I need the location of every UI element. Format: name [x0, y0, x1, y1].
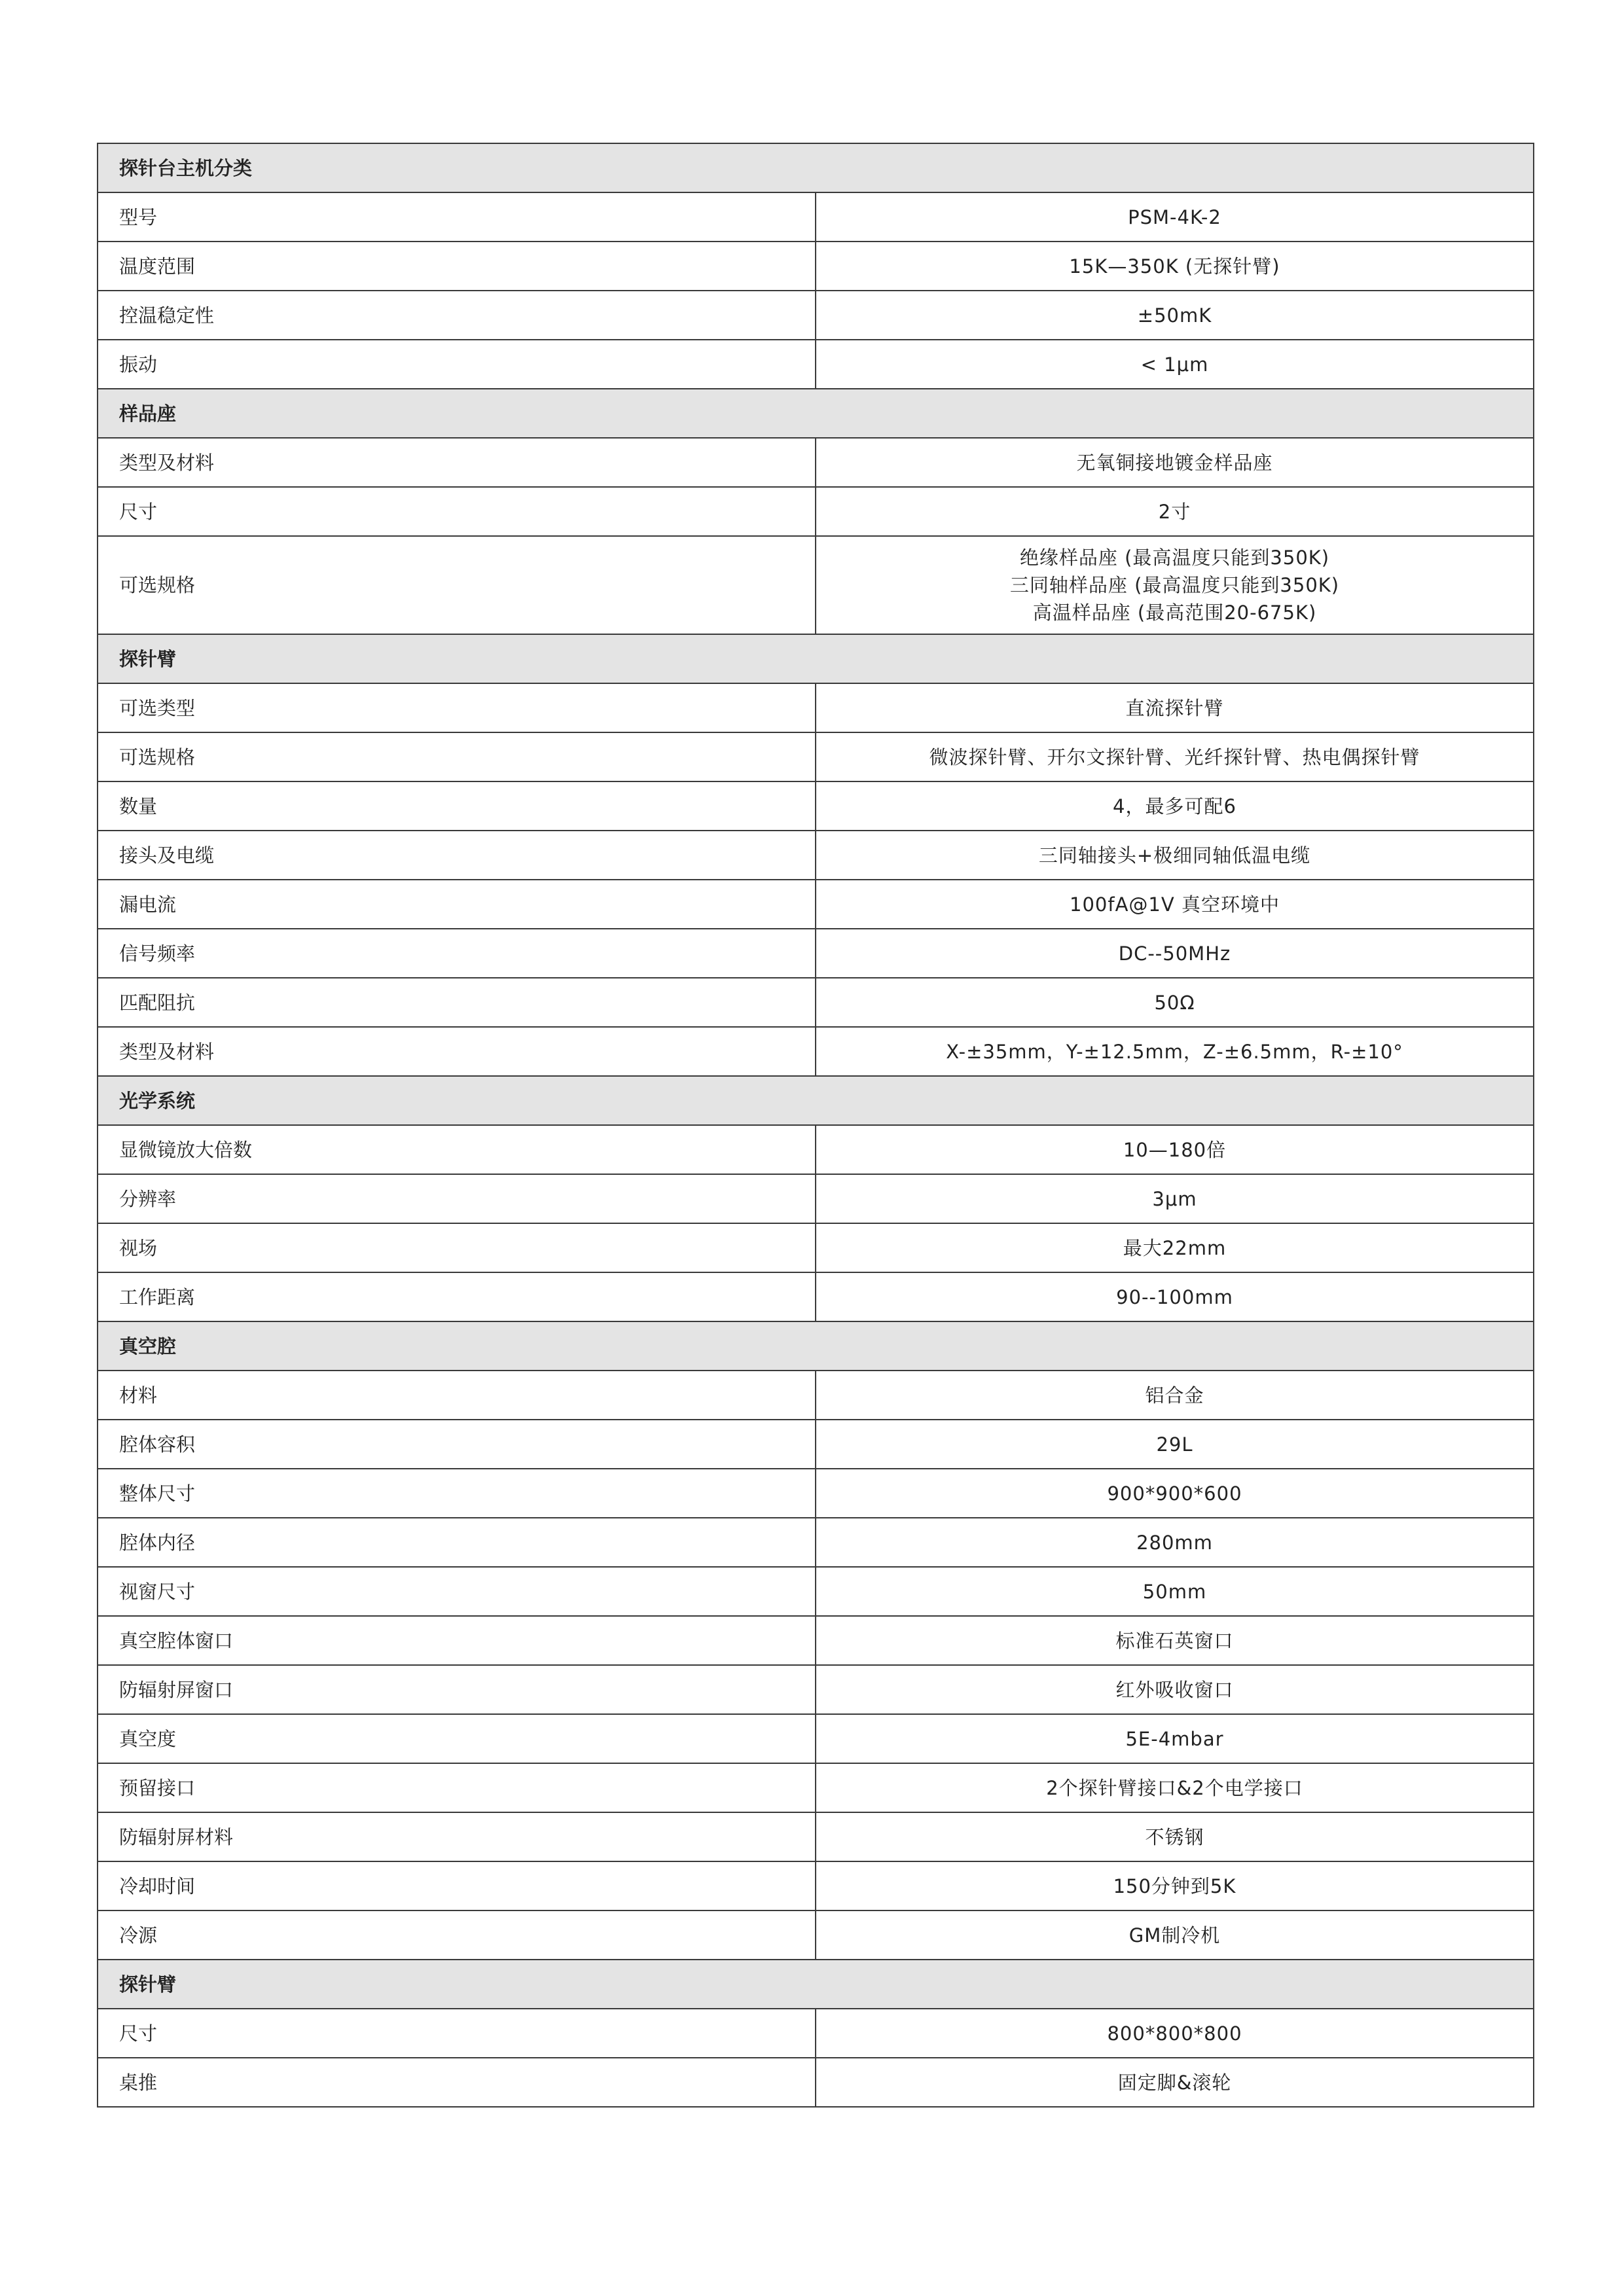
- row-value: 5E-4mbar: [816, 1714, 1534, 1763]
- row-label: 视窗尺寸: [98, 1567, 816, 1616]
- table-row: [98, 242, 1534, 291]
- table-row: [98, 1763, 1534, 1812]
- row-label: 真空腔体窗口: [98, 1616, 816, 1665]
- row-value: 2寸: [816, 487, 1534, 536]
- table-row: [98, 487, 1534, 536]
- table-row: [98, 1665, 1534, 1714]
- row-value: 2个探针臂接口&2个电学接口: [816, 1763, 1534, 1812]
- section-title: 探针台主机分类: [98, 143, 1534, 192]
- value-line: 三同轴样品座 (最高温度只能到350K): [1009, 574, 1340, 596]
- row-value: < 1μm: [816, 340, 1534, 389]
- value-line: 高温样品座 (最高范围20-675K): [1032, 601, 1317, 624]
- section-header: [98, 389, 1534, 438]
- table-row: [98, 2058, 1534, 2107]
- row-value: 50Ω: [816, 978, 1534, 1027]
- section-header: [98, 143, 1534, 192]
- table-row: [98, 291, 1534, 340]
- section-header: [98, 1321, 1534, 1371]
- table-row: [98, 1420, 1534, 1469]
- value-line: 绝缘样品座 (最高温度只能到350K): [1019, 547, 1330, 569]
- row-label: 腔体内径: [98, 1518, 816, 1567]
- row-value: 50mm: [816, 1567, 1534, 1616]
- row-value: DC--50MHz: [816, 929, 1534, 978]
- row-value: 29L: [816, 1420, 1534, 1469]
- table-row: [98, 1174, 1534, 1223]
- section-title: 光学系统: [98, 1076, 1534, 1125]
- row-label: 材料: [98, 1371, 816, 1420]
- row-value: 铝合金: [816, 1371, 1534, 1420]
- row-label: 漏电流: [98, 880, 816, 929]
- row-value: GM制冷机: [816, 1910, 1534, 1960]
- row-value: 微波探针臂、开尔文探针臂、光纤探针臂、热电偶探针臂: [816, 732, 1534, 781]
- section-title: 探针臂: [98, 634, 1534, 683]
- row-label: 接头及电缆: [98, 831, 816, 880]
- table-row: [98, 1027, 1534, 1076]
- row-label: 冷却时间: [98, 1861, 816, 1910]
- row-label: 数量: [98, 781, 816, 831]
- row-label: 整体尺寸: [98, 1469, 816, 1518]
- table-row: [98, 1518, 1534, 1567]
- row-label: 振动: [98, 340, 816, 389]
- table-row: [98, 1910, 1534, 1960]
- row-label: 预留接口: [98, 1763, 816, 1812]
- table-row: [98, 831, 1534, 880]
- row-value: 3μm: [816, 1174, 1534, 1223]
- table-row: [98, 781, 1534, 831]
- row-label: 视场: [98, 1223, 816, 1272]
- row-value: 红外吸收窗口: [816, 1665, 1534, 1714]
- row-label: 工作距离: [98, 1272, 816, 1321]
- row-label: 桌推: [98, 2058, 816, 2107]
- table-row: [98, 340, 1534, 389]
- table-row: [98, 192, 1534, 242]
- row-value: 90--100mm: [816, 1272, 1534, 1321]
- table-row: [98, 1714, 1534, 1763]
- row-label: 可选规格: [98, 536, 816, 634]
- table-row: [98, 1616, 1534, 1665]
- row-label: 尺寸: [98, 487, 816, 536]
- table-row: [98, 2009, 1534, 2058]
- row-label: 类型及材料: [98, 1027, 816, 1076]
- row-value: 标准石英窗口: [816, 1616, 1534, 1665]
- table-row: [98, 978, 1534, 1027]
- row-label: 控温稳定性: [98, 291, 816, 340]
- row-label: 温度范围: [98, 242, 816, 291]
- row-value: 100fA@1V 真空环境中: [816, 880, 1534, 929]
- row-value: 15K—350K (无探针臂): [816, 242, 1534, 291]
- row-value: 不锈钢: [816, 1812, 1534, 1861]
- row-value-multiline: [816, 536, 1534, 634]
- spec-table: [97, 143, 1534, 2108]
- row-value: PSM-4K-2: [816, 192, 1534, 242]
- row-label: 腔体容积: [98, 1420, 816, 1469]
- section-title: 样品座: [98, 389, 1534, 438]
- row-label: 防辐射屏材料: [98, 1812, 816, 1861]
- row-label: 防辐射屏窗口: [98, 1665, 816, 1714]
- table-row: [98, 929, 1534, 978]
- table-row: [98, 1567, 1534, 1616]
- row-label: 真空度: [98, 1714, 816, 1763]
- table-row: [98, 1125, 1534, 1174]
- row-value: 150分钟到5K: [816, 1861, 1534, 1910]
- row-value: 直流探针臂: [816, 683, 1534, 732]
- row-label: 冷源: [98, 1910, 816, 1960]
- row-value: 800*800*800: [816, 2009, 1534, 2058]
- row-value: 三同轴接头+极细同轴低温电缆: [816, 831, 1534, 880]
- row-label: 信号频率: [98, 929, 816, 978]
- row-label: 分辨率: [98, 1174, 816, 1223]
- table-row: [98, 732, 1534, 781]
- row-value: 4，最多可配6: [816, 781, 1534, 831]
- table-row: [98, 438, 1534, 487]
- table-row: [98, 1272, 1534, 1321]
- row-label: 尺寸: [98, 2009, 816, 2058]
- table-row: [98, 1371, 1534, 1420]
- section-header: [98, 1960, 1534, 2009]
- row-label: 类型及材料: [98, 438, 816, 487]
- row-value: 900*900*600: [816, 1469, 1534, 1518]
- row-value: 最大22mm: [816, 1223, 1534, 1272]
- table-row: [98, 536, 1534, 634]
- row-label: 匹配阻抗: [98, 978, 816, 1027]
- row-label: 型号: [98, 192, 816, 242]
- row-value: ±50mK: [816, 291, 1534, 340]
- row-value: 280mm: [816, 1518, 1534, 1567]
- section-title: 真空腔: [98, 1321, 1534, 1371]
- section-title: 探针臂: [98, 1960, 1534, 2009]
- section-header: [98, 634, 1534, 683]
- row-value: 无氧铜接地镀金样品座: [816, 438, 1534, 487]
- row-label: 显微镜放大倍数: [98, 1125, 816, 1174]
- row-value: 10—180倍: [816, 1125, 1534, 1174]
- row-label: 可选类型: [98, 683, 816, 732]
- table-row: [98, 683, 1534, 732]
- table-row: [98, 1812, 1534, 1861]
- table-row: [98, 880, 1534, 929]
- row-value: X-±35mm，Y-±12.5mm，Z-±6.5mm，R-±10°: [816, 1027, 1534, 1076]
- row-value: 固定脚&滚轮: [816, 2058, 1534, 2107]
- table-row: [98, 1469, 1534, 1518]
- table-row: [98, 1223, 1534, 1272]
- table-row: [98, 1861, 1534, 1910]
- row-label: 可选规格: [98, 732, 816, 781]
- section-header: [98, 1076, 1534, 1125]
